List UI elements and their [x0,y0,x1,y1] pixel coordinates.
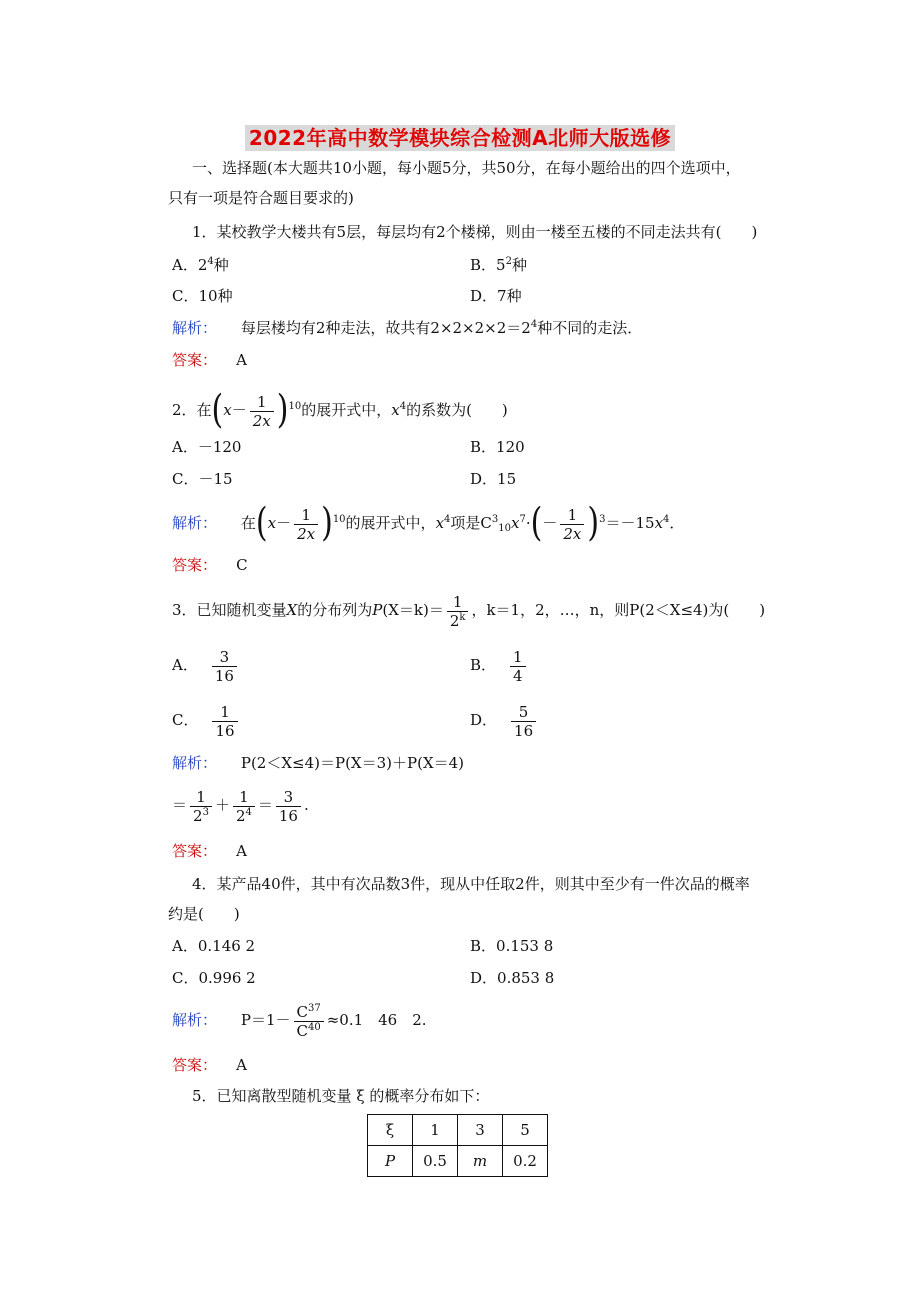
q1-stem: 1．某校教学大楼共有5层，每层均有2个楼梯，则由一楼至五楼的不同走法共有( ) [192,223,758,241]
q2-option-b: B．120 [470,438,525,456]
document-title: 2022年高中数学模块综合检测A北师大版选修 [0,122,920,151]
q2-analysis: 解析： 在(x－ $\frac{1}{2x}$ )$^{10}$的展开式中，$x^4$项是$C^3_{10}x^7\cdot(-$ $\frac{1}{2x}$ )$^3=-15x^4$． [172,500,685,547]
q2-option-c: C．－15 [172,470,233,488]
q3-stem: 3．已知随机变量X的分布列为P(X＝k)＝ $\frac{1}{2^k}$ ，k＝1，2，…，n，则P(2＜X≤4)为( ) [172,592,766,630]
table-cell: 0.2 [503,1146,548,1177]
q3-option-d: D． $\frac{5}{16}$ [470,700,539,740]
q4-analysis: 解析： P＝1－ $\frac{C^{37}}{C^{40}}$ ≈0.1 46 2. [172,1002,427,1040]
table-cell: m [458,1146,503,1177]
table-cell: 0.5 [413,1146,458,1177]
q4-option-a: A．0.146 2 [172,937,256,955]
q3-option-c: C． $\frac{1}{16}$ [172,700,241,740]
q3-answer: 答案： A [172,842,247,860]
q2-stem: 2．在(x－ $\frac{1}{2x}$ )$^{10}$的展开式中，$x^4$的系数为( ) [172,387,508,434]
q1-option-c: C．10种 [172,287,233,305]
section-intro-line2: 只有一项是符合题目要求的) [168,189,354,207]
q4-option-d: D．0.853 8 [470,969,555,987]
table-cell: 1 [413,1115,458,1146]
q1-option-b: B．$5^2$种 [470,256,527,274]
q3-analysis: 解析： P(2＜X≤4)＝P(X＝3)＋P(X＝4) [172,754,465,772]
q2-answer: 答案： C [172,556,248,574]
q2-option-a: A．－120 [172,438,242,456]
q4-stem-line1: 4．某产品40件，其中有次品数3件，现从中任取2件，则其中至少有一件次品的概率 [192,875,750,893]
q3-analysis-result: ＝ $\frac{1}{2^3}$ ＋ $\frac{1}{2^4}$ ＝ $\frac{3}{16}$ . [172,787,309,825]
table-row [368,1115,548,1146]
q1-option-a: A．$2^4$种 [172,256,229,274]
table-cell: ξ [368,1115,413,1146]
q5-stem: 5．已知离散型随机变量 ξ 的概率分布如下： [192,1087,490,1105]
section-intro-line1: 一、选择题(本大题共10小题，每小题5分，共50分，在每小题给出的四个选项中， [192,159,741,177]
q2-option-d: D．15 [470,470,517,488]
q4-stem-line2: 约是( ) [168,905,240,923]
q1-answer: 答案： A [172,351,247,369]
table-cell: P [368,1146,413,1177]
q4-answer: 答案： A [172,1056,247,1074]
table-cell: 3 [458,1115,503,1146]
table-row [368,1146,548,1177]
q3-option-a: A． $\frac{3}{16}$ [172,645,240,685]
q4-option-c: C．0.996 2 [172,969,256,987]
q3-option-b: B． $\frac{1}{4}$ [470,645,529,685]
q5-distribution-table [367,1114,548,1177]
answer-label: 答案： [172,351,218,369]
q4-option-b: B．0.153 8 [470,937,554,955]
analysis-label: 解析： [172,319,218,337]
q1-analysis: 解析： 每层楼均有2种走法，故共有$2\times 2\times 2\times 2=2^4$种不同的走法． [172,319,643,337]
q1-option-d: D．7种 [470,287,522,305]
table-cell: 5 [503,1115,548,1146]
